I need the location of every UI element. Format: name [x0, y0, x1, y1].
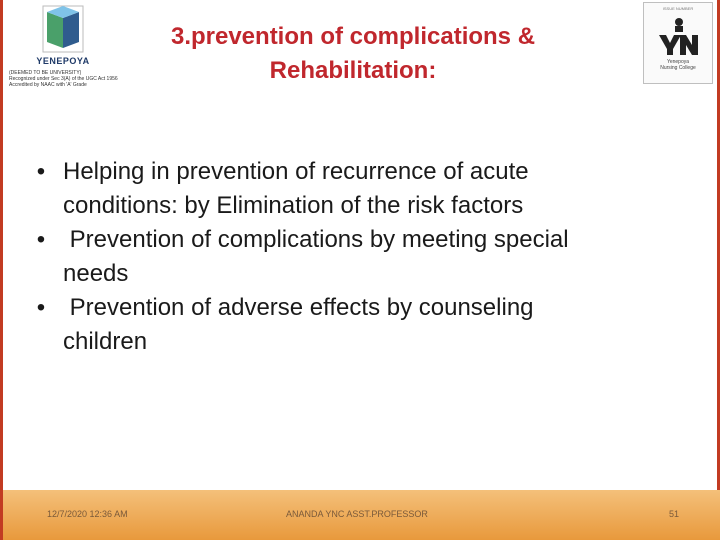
slide-title	[103, 20, 603, 88]
bullet-item: • Helping in prevention of recurrence of acute conditions: by Elimination of the risk factors	[31, 155, 711, 223]
logo-caption: Yenepoya Nursing College	[660, 59, 696, 71]
nursing-college-logo	[643, 2, 713, 84]
brand-subtext: (DEEMED TO BE UNIVERSITY) Recognized under Sec 3(A) of the UGC Act 1956 Accredited by NAAC with 'A' Grade	[9, 70, 118, 88]
ync-emblem-icon	[656, 13, 702, 57]
logo-top-text: ISSUE NUMBER	[662, 6, 694, 11]
bullet-marker: •	[36, 158, 46, 185]
footer-author: ANANDA YNC ASST.PROFESSOR	[286, 509, 428, 519]
slide-number: 51	[669, 509, 680, 519]
bullet-marker: •	[36, 294, 46, 321]
bullet-item: • Prevention of adverse effects by counseling children	[31, 291, 711, 359]
bullet-item: • Prevention of complications by meeting special needs	[31, 223, 711, 291]
title-line-2: Rehabilitation:	[269, 57, 437, 84]
bullet-list	[31, 155, 711, 359]
footer-date: 12/7/2020 12:36 AM	[47, 509, 128, 519]
bullet-marker: •	[36, 226, 46, 253]
brand-name: YENEPOYA	[36, 56, 90, 66]
footer-bar	[3, 490, 720, 540]
title-line-1: 3.prevention of complications &	[170, 23, 536, 50]
shield-icon	[41, 4, 85, 54]
